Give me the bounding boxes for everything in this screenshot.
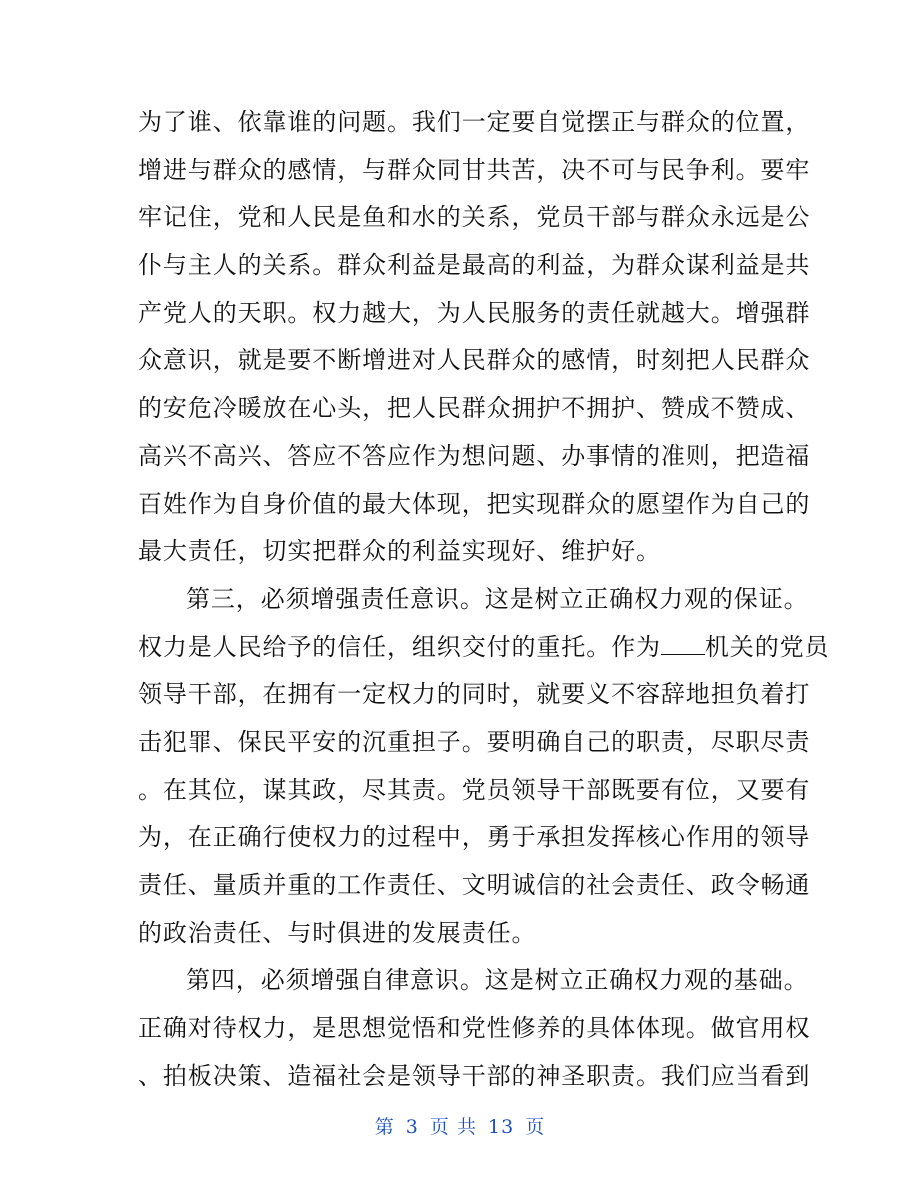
text-line: 击犯罪、保民平安的沉重担子。要明确自己的职责，尽职尽责	[138, 727, 811, 756]
text-segment: 权力是人民给予的信任，组织交付的重托。作为	[138, 632, 661, 661]
text-line: 众意识，就是要不断增进对人民群众的感情，时刻把人民群众	[138, 346, 811, 375]
text-line: 第三，必须增强责任意识。这是树立正确权力观的保证。	[186, 584, 809, 613]
text-line: 责任、量质并重的工作责任、文明诚信的社会责任、政令畅通	[138, 871, 811, 899]
text-line: 牢记住，党和人民是鱼和水的关系，党员干部与群众永远是公	[138, 203, 811, 232]
text-line: 百姓作为自身价值的最大体现，把实现群众的愿望作为自己的	[138, 489, 811, 518]
paragraph-3	[138, 957, 811, 1100]
footer-suffix: 页	[525, 1116, 546, 1138]
text-line: 增进与群众的感情，与群众同甘共苦，决不可与民争利。要牢	[138, 155, 811, 184]
text-line: 的政治责任、与时俱进的发展责任。	[138, 918, 537, 947]
text-line: 仆与主人的关系。群众利益是最高的利益，为群众谋利益是共	[138, 251, 811, 280]
text-line: 、拍板决策、造福社会是领导干部的神圣职责。我们应当看到	[138, 1061, 811, 1090]
footer-page-number: 3	[405, 1116, 419, 1138]
text-line: 最大责任，切实把群众的利益实现好、维护好。	[138, 537, 661, 566]
text-line: 为了谁、依靠谁的问题。我们一定要自觉摆正与群众的位置，	[138, 108, 811, 136]
footer-prefix: 第	[374, 1116, 395, 1138]
text-line-with-blank	[138, 624, 830, 672]
text-line: 第四，必须增强自律意识。这是树立正确权力观的基础。	[186, 966, 809, 995]
text-line: 。在其位，谋其政，尽其责。党员领导干部既要有位，又要有	[138, 775, 811, 804]
paragraph-2	[138, 576, 830, 958]
text-line: 正确对待权力，是思想觉悟和党性修养的具体体现。做官用权	[138, 1014, 811, 1043]
text-line: 高兴不高兴、答应不答应作为想问题、办事情的准则，把造福	[138, 441, 811, 470]
text-line: 领导干部，在拥有一定权力的同时，就要义不容辞地担负着打	[138, 680, 811, 709]
paragraph-1	[138, 99, 811, 576]
text-line: 产党人的天职。权力越大，为人民服务的责任就越大。增强群	[138, 298, 811, 327]
page-footer	[0, 1112, 920, 1139]
text-line: 的安危冷暖放在心头，把人民群众拥护不拥护、赞成不赞成、	[138, 394, 811, 423]
footer-middle: 页 共	[429, 1116, 477, 1138]
text-segment: 机关的党员	[704, 632, 830, 661]
footer-total-pages: 13	[488, 1116, 515, 1138]
body-text	[138, 99, 830, 1100]
fill-in-blank	[661, 634, 705, 655]
text-line: 为，在正确行使权力的过程中，勇于承担发挥核心作用的领导	[138, 823, 811, 852]
